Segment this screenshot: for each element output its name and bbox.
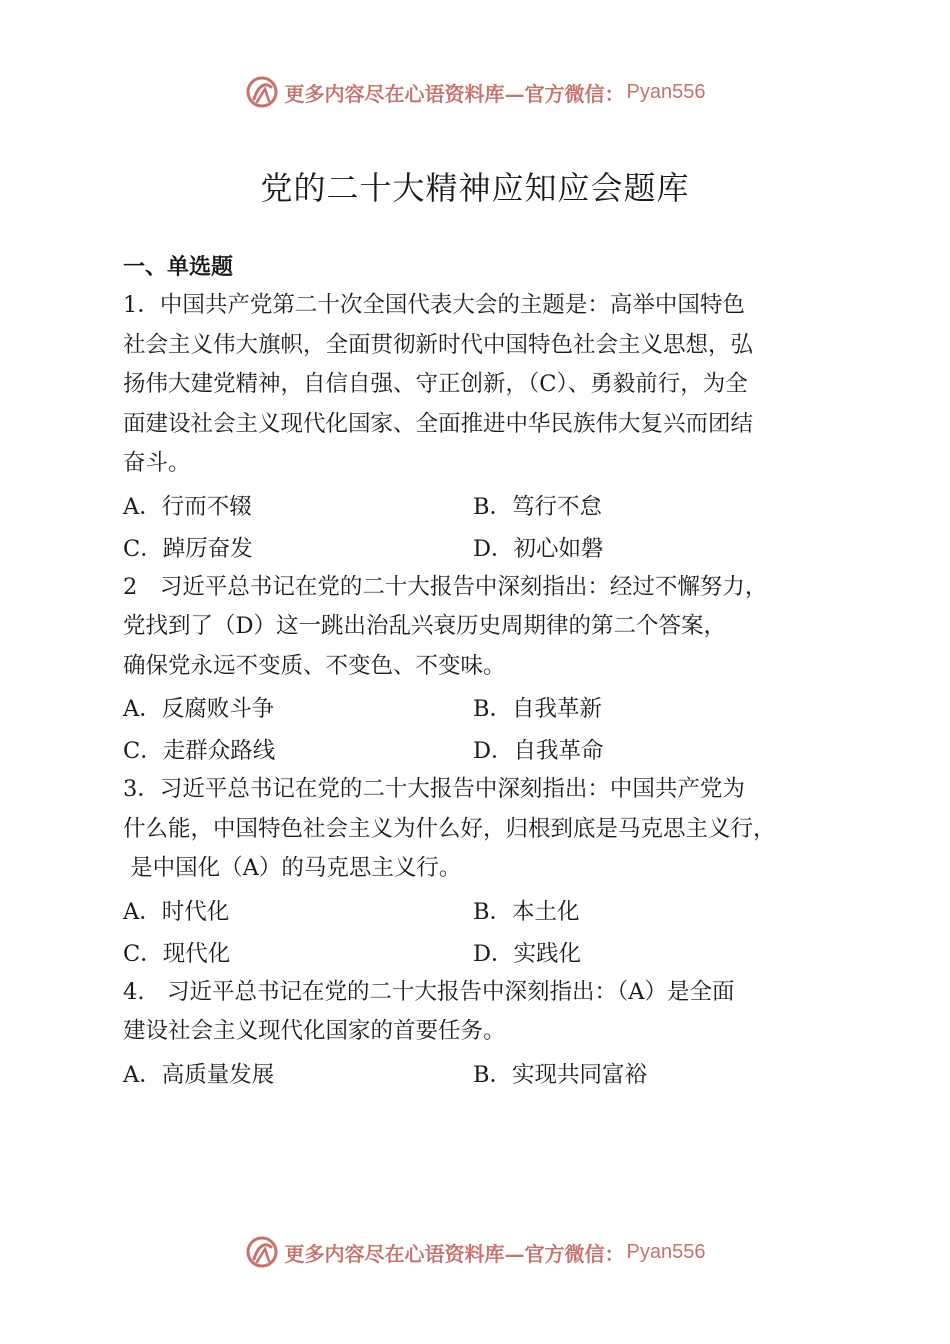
question-line: 1．中国共产党第二十次全国代表大会的主题是：高举中国特色 [123, 292, 745, 318]
watermark-text: 更多内容尽在心语资料库—官方微信： [284, 1241, 625, 1266]
option-b: B．本土化 [473, 898, 580, 925]
question-line: 奋斗。 [123, 450, 191, 476]
option-d: D．实践化 [473, 940, 582, 967]
option-d: D．自我革命 [473, 738, 604, 764]
options-row [123, 686, 853, 728]
options-row [123, 526, 853, 568]
page-title: 党的二十大精神应知应会题库 [260, 169, 690, 207]
question-line: 是中国化（A）的马克思主义行。 [123, 855, 462, 881]
ribbon-logo-icon [245, 1235, 279, 1269]
question-3 [123, 770, 853, 973]
watermark-wechat-id: Pyan556 [626, 80, 706, 103]
option-a: A．时代化 [123, 898, 230, 925]
question-line: 党找到了（D）这一跳出治乱兴衰历史周期律的第二个答案， [123, 613, 727, 639]
question-line: 社会主义伟大旗帜，全面贯彻新时代中国特色社会主义思想，弘 [123, 331, 754, 358]
options-row [123, 1052, 853, 1094]
header-watermark [0, 72, 950, 112]
question-line: 扬伟大建党精神，自信自强、守正创新，（C）、勇毅前行，为全 [123, 371, 748, 397]
options-row [123, 889, 853, 931]
question-2 [123, 568, 853, 771]
option-a: A．反腐败斗争 [123, 696, 275, 722]
watermark-wechat-id: Pyan556 [626, 1240, 706, 1263]
option-a: A．高质量发展 [123, 1061, 275, 1088]
question-line: 建设社会主义现代化国家的首要任务。 [123, 1018, 506, 1044]
options-row [123, 728, 853, 770]
footer-watermark [0, 1232, 950, 1272]
option-c: C．踔厉奋发 [123, 535, 253, 562]
question-1 [123, 286, 853, 568]
option-c: C．走群众路线 [123, 738, 276, 764]
option-b: B．自我革新 [473, 696, 603, 722]
option-d: D．初心如磐 [473, 535, 604, 562]
question-4 [123, 973, 853, 1094]
options-row [123, 484, 853, 526]
question-line: 面建设社会主义现代化国家、全面推进中华民族伟大复兴而团结 [123, 410, 754, 437]
question-line: 确保党永远不变质、不变色、不变味。 [123, 652, 506, 679]
watermark-text: 更多内容尽在心语资料库—官方微信： [284, 81, 625, 106]
ribbon-logo-icon [245, 75, 279, 109]
option-b: B．笃行不怠 [473, 493, 603, 520]
options-row [123, 931, 853, 973]
question-line: 2 习近平总书记在党的二十大报告中深刻指出：经过不懈努力， [123, 573, 768, 600]
option-b: B．实现共同富裕 [473, 1061, 648, 1088]
question-line: 4. 习近平总书记在党的二十大报告中深刻指出：（A）是全面 [123, 978, 735, 1005]
question-line: 3．习近平总书记在党的二十大报告中深刻指出：中国共产党为 [123, 776, 745, 802]
section-heading: 一、单选题 [123, 255, 234, 280]
option-c: C．现代化 [123, 940, 231, 967]
option-a: A．行而不辍 [123, 493, 252, 520]
document-body [123, 250, 853, 1094]
question-line: 什么能，中国特色社会主义为什么好，归根到底是马克思主义行， [123, 815, 776, 842]
